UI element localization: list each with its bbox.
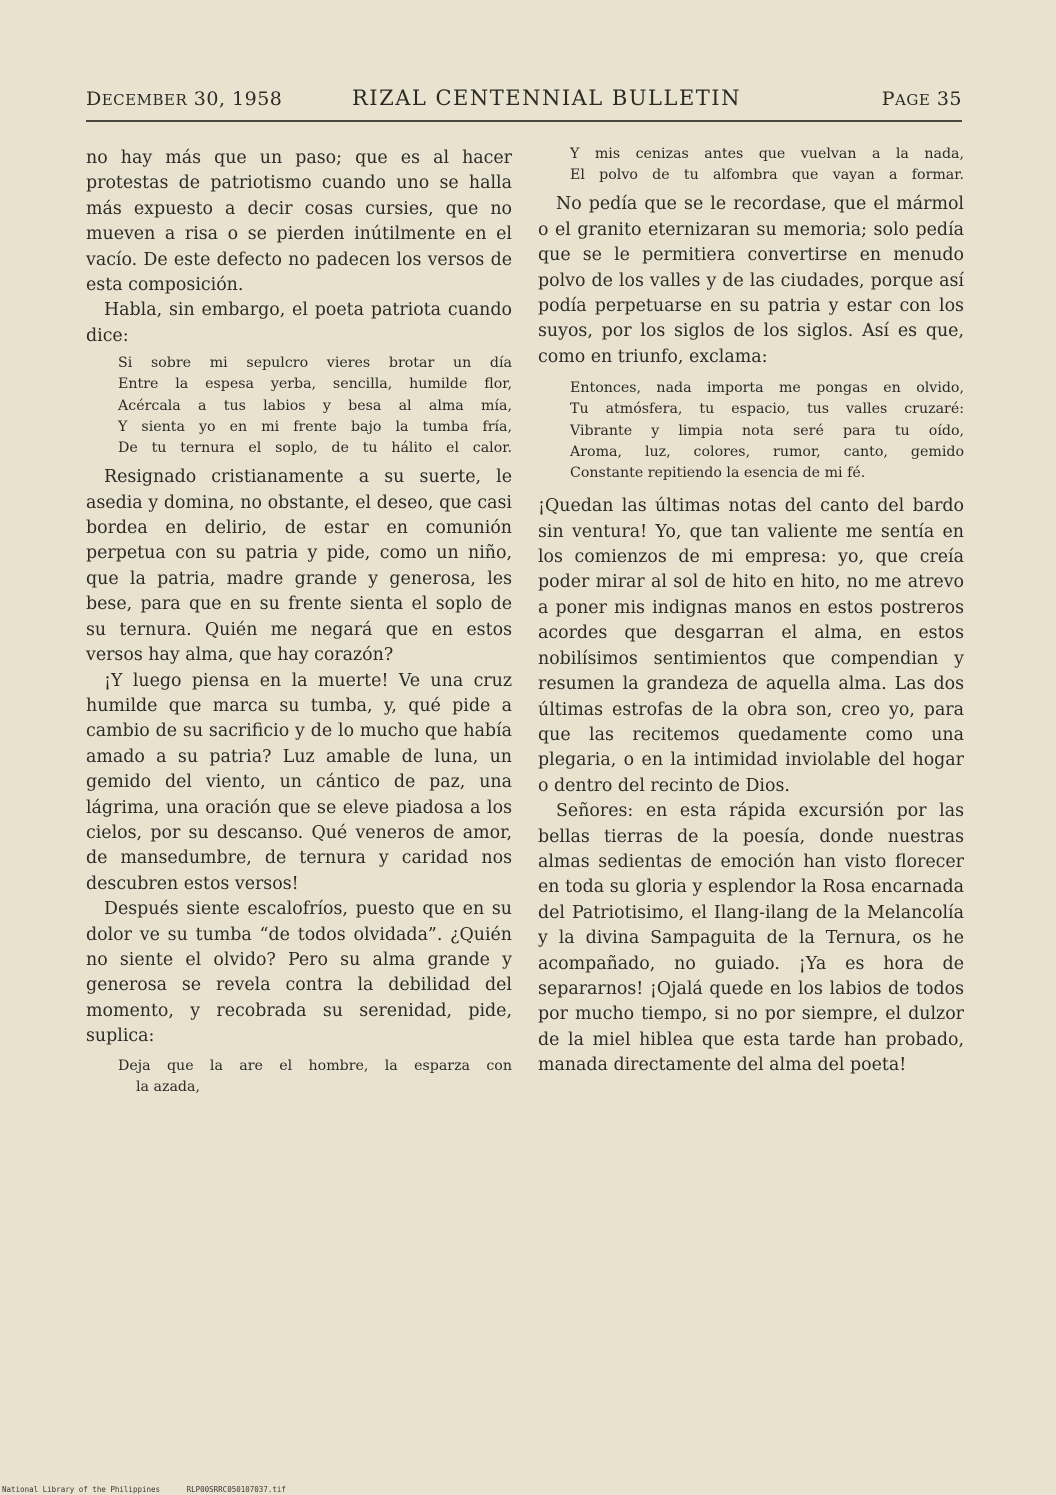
header-title: RIZAL CENTENNIAL BULLETIN: [352, 86, 741, 110]
verse-line: Entonces, nada importa me pongas en olvido,: [570, 380, 964, 397]
verse-line: Vibrante y limpia nota seré para tu oído,: [570, 422, 964, 439]
verse-line: Entre la espesa yerba, sencilla, humilde flor,: [118, 376, 512, 393]
verse-line: El polvo de tu alfombra que vayan a formar.: [570, 167, 964, 184]
verse-block: [86, 353, 512, 459]
verse-line: Deja que la are el hombre, la esparza con: [118, 1057, 512, 1074]
header-date: DECEMBER 30, 1958: [86, 88, 283, 110]
verse-line: Aroma, luz, colores, rumor, canto, gemido: [570, 443, 964, 460]
scan-footer: [2, 1485, 308, 1494]
paragraph: Señores: en esta rápida excursión por las bellas tierras de la poesía, donde nuestras almas sedientas de emoción han visto florecer en toda su gloria y esplendor la Rosa encarnada del Patriotisimo, el Ilang-ilang de la Melancolía y la divina Sampaguita de la Ternura, os he acompañado, no guiado. ¡Ya es hora de separarnos! ¡Ojalá quede en los labios de todos por mucho tiempo, si no por siempre, el dulzor de la miel hiblea que esta tarde han probado, manada directamente del alma del poeta!: [538, 801, 964, 1076]
verse-line: De tu ternura el soplo, de tu hálito el calor.: [118, 440, 512, 457]
verse-block: [86, 1056, 512, 1098]
footer-library: National Library of the Philippines: [2, 1485, 161, 1494]
verse-line: Tu atmósfera, tu espacio, tus valles cruzaré:: [570, 401, 964, 418]
running-header: [86, 88, 962, 122]
paragraph: Después siente escalofríos, puesto que en su dolor ve su tumba “de todos olvidada”. ¿Quién no siente el olvido? Pero su alma grande y generosa se revela contra la debilidad del momento, y recobrada su serenidad, pide, suplica:: [86, 899, 512, 1047]
verse-block: [538, 378, 964, 484]
left-column: [86, 146, 512, 1104]
verse-line: Si sobre mi sepulcro vieres brotar un día: [118, 355, 512, 372]
right-column: [538, 146, 964, 1079]
verse-line: la azada,: [136, 1078, 200, 1095]
verse-line: Y mis cenizas antes que vuelvan a la nada,: [570, 146, 964, 162]
paragraph: ¡Y luego piensa en la muerte! Ve una cruz humilde que marca su tumba, y, qué pide a cambio de su sacrificio y de lo mucho que había amado a su patria? Luz amable de luna, un gemido del viento, un cántico de paz, una lágrima, una oración que se eleve piadosa a los cielos, por su descanso. Qué veneros de amor, de mansedumbre, de ternura y caridad nos descubren estos versos!: [86, 670, 512, 894]
header-page-number: PAGE 35: [881, 88, 962, 110]
verse-block: [538, 144, 964, 186]
verse-line: Y sienta yo en mi frente bajo la tumba fría,: [118, 418, 512, 435]
paragraph: ¡Quedan las últimas notas del canto del bardo sin ventura! Yo, que tan valiente me sentía en los comienzos de mi empresa: yo, que creía poder mirar al sol de hito en hito, no me atrevo a poner mis indignas manos en estos postreros acordes que desgarran el alma, en estos nobilísimos sentimientos que compendian y resumen la grandeza de aquella alma. Las dos últimas estrofas de la obra son, creo yo, para que las recitemos quedamente como una plegaria, o en la intimidad inviolable del hogar o dentro del recinto de Dios.: [538, 496, 964, 796]
verse-line: Acércala a tus labios y besa al alma mía,: [118, 397, 512, 414]
paragraph: Habla, sin embargo, el poeta patriota cuando dice:: [86, 300, 512, 346]
paragraph: no hay más que un paso; que es al hacer protestas de patriotismo cuando uno se halla más expuesto a decir cosas cursies, que no mueven a risa o se pierden inútilmente en el vacío. De este defecto no padecen los versos de esta composición.: [86, 148, 512, 296]
verse-line: Constante repitiendo la esencia de mi fé.: [570, 465, 866, 482]
paragraph: No pedía que se le recordase, que el mármol o el granito eternizaran su memoria; solo pedía que se le permitiera convertirse en menudo polvo de los valles y de las ciudades, porque así podía perpetuarse en su patria y estar con los suyos, por los siglos de los siglos. Así es que, como en triunfo, exclama:: [538, 194, 964, 367]
footer-filename: RLP00SRRC050107037.tif: [186, 1485, 286, 1494]
paragraph: Resignado cristianamente a su suerte, le asedia y domina, no obstante, el deseo, que casi bordea en delirio, de estar en comunión perpetua con su patria y pide, como un niño, que la patria, madre grande y generosa, les bese, para que en su frente sienta el soplo de su ternura. Quién me negará que en estos versos hay alma, que hay corazón?: [86, 467, 512, 666]
